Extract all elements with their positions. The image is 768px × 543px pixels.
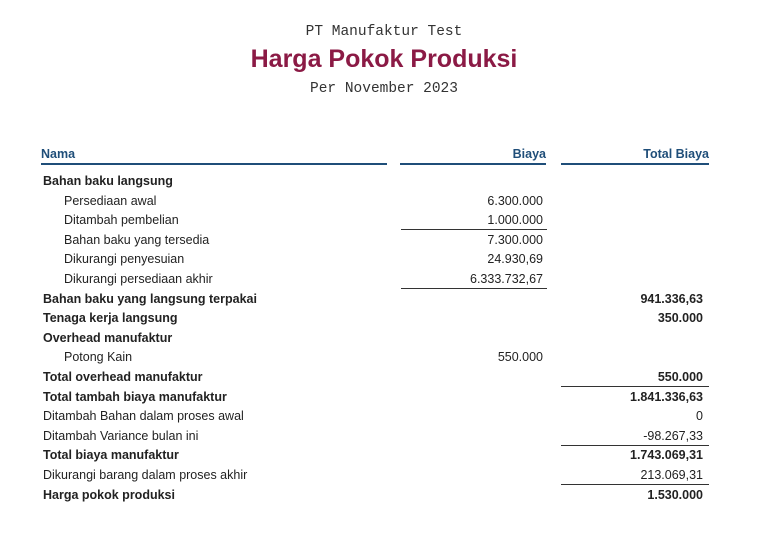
row-label: Overhead manufaktur (43, 330, 173, 345)
row-label: Bahan baku yang tersedia (64, 232, 210, 247)
row-amount: 1.000.000 (487, 213, 543, 228)
row-total: 0 (696, 409, 703, 424)
row-amount: 7.300.000 (487, 232, 543, 247)
row-label: Ditambah Variance bulan ini (43, 428, 199, 443)
subtotal-rule (561, 484, 709, 485)
subtotal-rule (561, 386, 709, 387)
report-period: Per November 2023 (310, 81, 458, 97)
report-row (0, 446, 768, 466)
row-label: Dikurangi barang dalam proses akhir (43, 467, 248, 482)
row-label: Dikurangi persediaan akhir (64, 271, 213, 286)
column-header-cost: Biaya (400, 148, 546, 165)
subtotal-rule (561, 445, 709, 446)
row-amount: 6.300.000 (487, 193, 543, 208)
report-rows (0, 172, 768, 505)
row-label: Dikurangi penyesuian (64, 252, 185, 267)
row-label: Tenaga kerja langsung (43, 311, 178, 326)
row-label: Ditambah Bahan dalam proses awal (43, 409, 244, 424)
report-row (0, 250, 768, 270)
column-header-name: Nama (41, 148, 387, 165)
row-total: 1.530.000 (647, 487, 703, 502)
row-label: Total overhead manufaktur (43, 369, 203, 384)
row-amount: 550.000 (497, 350, 543, 365)
row-label: Potong Kain (64, 350, 133, 365)
row-total: -98.267,33 (643, 428, 703, 443)
report-row (0, 407, 768, 427)
row-label: Ditambah pembelian (64, 213, 179, 228)
row-label: Harga pokok produksi (43, 487, 175, 502)
report-row (0, 231, 768, 251)
row-total: 941.336,63 (640, 291, 703, 306)
report-row (0, 270, 768, 290)
row-total: 350.000 (657, 311, 703, 326)
report-row (0, 309, 768, 329)
row-label: Total tambah biaya manufaktur (43, 389, 227, 404)
report-row (0, 486, 768, 506)
row-total: 550.000 (657, 369, 703, 384)
report-row (0, 329, 768, 349)
row-total: 1.841.336,63 (630, 389, 703, 404)
row-label: Total biaya manufaktur (43, 448, 179, 463)
report-row (0, 211, 768, 231)
report-row (0, 192, 768, 212)
row-total: 213.069,31 (640, 467, 703, 482)
report-row (0, 172, 768, 192)
row-total: 1.743.069,31 (630, 448, 703, 463)
row-label: Bahan baku langsung (43, 174, 173, 188)
report-row (0, 427, 768, 447)
report-row (0, 348, 768, 368)
report-row (0, 466, 768, 486)
row-label: Persediaan awal (64, 193, 157, 208)
row-amount: 24.930,69 (487, 252, 543, 267)
row-label: Bahan baku yang langsung terpakai (43, 291, 257, 306)
report-row (0, 368, 768, 388)
column-header-total: Total Biaya (561, 148, 709, 165)
row-amount: 6.333.732,67 (470, 271, 543, 286)
report-title: Harga Pokok Produksi (250, 45, 518, 73)
report-row (0, 388, 768, 408)
subtotal-rule (401, 229, 547, 230)
report-row (0, 290, 768, 310)
subtotal-rule (401, 288, 547, 289)
company-name: PT Manufaktur Test (305, 24, 463, 40)
